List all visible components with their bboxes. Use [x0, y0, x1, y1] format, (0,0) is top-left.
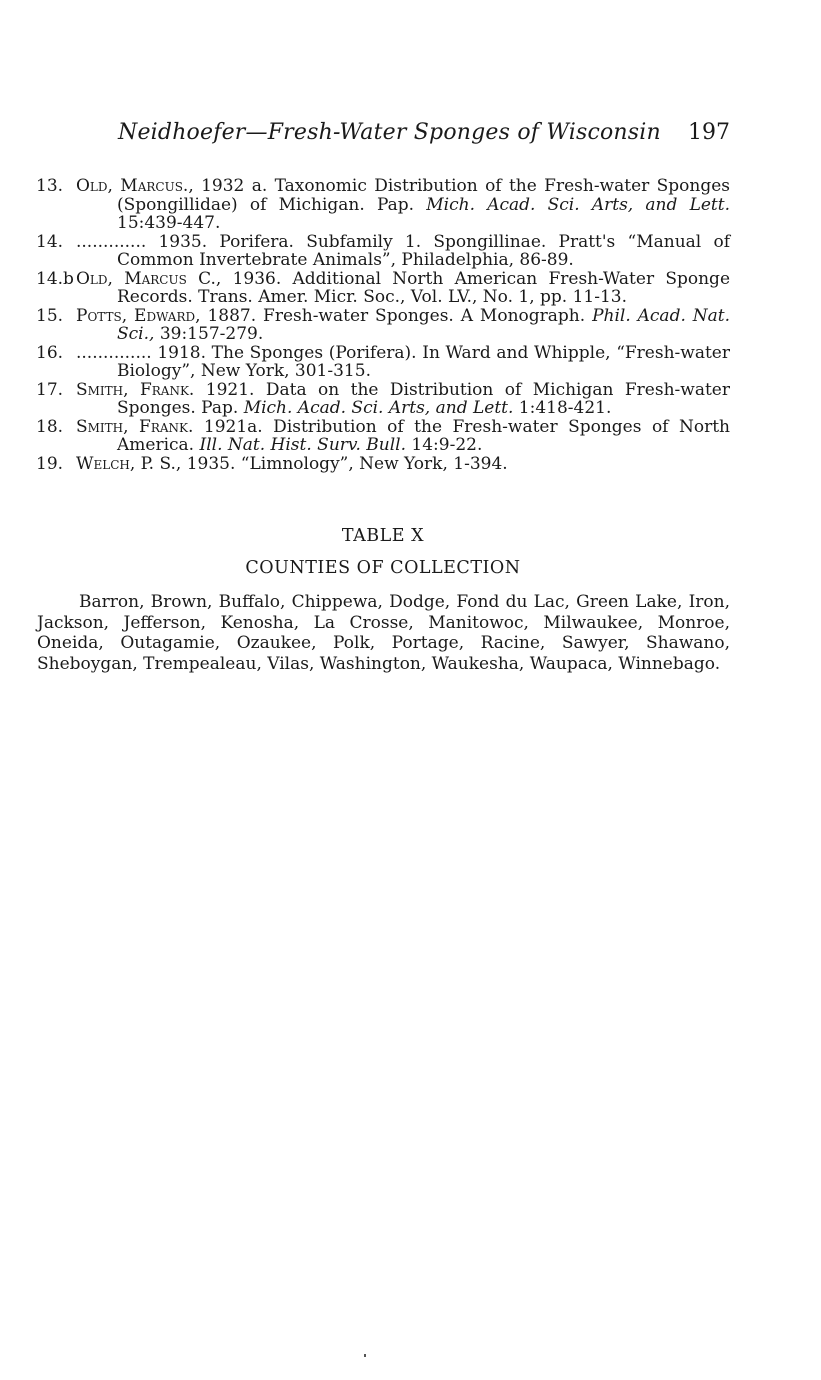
reference-text: 1935. “Limnology”, New York, 1-394. — [181, 453, 508, 474]
reference-number: 16. — [36, 342, 64, 363]
table-title: COUNTIES OF COLLECTION — [245, 558, 521, 578]
table-label: TABLE X — [341, 526, 425, 546]
reference-number: 14. — [36, 231, 64, 252]
reference-author: Potts, Edward, — [76, 305, 201, 326]
print-speck — [364, 1354, 366, 1357]
reference-author: Smith, Frank. — [76, 379, 195, 400]
reference-16 — [36, 344, 730, 381]
reference-text: 1921. Data on the Distribution of Michigan Fresh-water Sponges. Pap. — [117, 379, 730, 418]
counties-paragraph: Barron, Brown, Buffalo, Chippewa, Dodge, Fond du Lac, Green Lake, Iron, Jackson, Jefferson, Kenosha, La Crosse, Manitowoc, Milwaukee, Monroe, Oneida, Outagamie, Ozaukee, Polk, Portage, Racine, Sawyer, Shawano, Sheboygan, Trempealeau, Vilas, Washington, Waukesha, Waupaca, Winnebago. — [37, 592, 730, 674]
reference-17 — [36, 381, 730, 418]
reference-number: 13. — [36, 176, 64, 196]
reference-pages: 39:157-279. — [154, 324, 264, 344]
reference-journal: Ill. Nat. Hist. Surv. Bull. — [199, 435, 407, 455]
reference-19 — [36, 455, 730, 474]
reference-text: 1887. Fresh-water Sponges. A Monograph. — [200, 305, 593, 326]
reference-number: 19. — [36, 453, 64, 474]
reference-number: 17. — [36, 379, 64, 400]
reference-number: 15. — [36, 305, 64, 326]
reference-author: Smith, Frank. — [76, 416, 194, 437]
reference-number: 14.b — [36, 268, 74, 289]
reference-author: Welch, P. S., — [76, 453, 182, 474]
reference-number: 18. — [36, 416, 64, 437]
page-number: 197 — [688, 120, 730, 145]
reference-14b — [36, 270, 730, 307]
reference-text: 1921a. Distribution of the Fresh-water Sponges of North America. — [117, 416, 730, 455]
reference-18 — [36, 418, 730, 455]
reference-journal: Phil. Acad. Nat. Sci., — [117, 305, 731, 344]
reference-pages: 15:439-447. — [117, 213, 221, 233]
reference-list — [36, 177, 730, 473]
running-head-title: Neidhoefer—Fresh-Water Sponges of Wisconsin — [118, 120, 661, 145]
reference-author: Old, Marcus C., — [76, 268, 222, 289]
running-head — [118, 120, 730, 150]
reference-journal: Mich. Acad. Sci. Arts, and Lett. — [243, 398, 514, 418]
reference-text: 1932 a. Taxonomic Distribution of the Fresh-water Sponges (Spongillidae) of Michigan. Pap. — [117, 176, 731, 215]
reference-pages: 1:418-421. — [513, 398, 612, 418]
reference-journal: Mich. Acad. Sci. Arts, and Lett. — [426, 194, 730, 215]
reference-pages: 14:9-22. — [406, 435, 483, 455]
reference-text: .............. 1918. The Sponges (Porifera). In Ward and Whipple, “Fresh-water Biology”, New York, 301-315. — [76, 342, 730, 381]
reference-14 — [36, 233, 730, 270]
reference-text: 1936. Additional North American Fresh-Water Sponge Records. Trans. Amer. Micr. Soc., Vol. LV., No. 1, pp. 11-13. — [117, 268, 731, 307]
reference-author: Old, Marcus., — [76, 176, 194, 196]
reference-text: ............. 1935. Porifera. Subfamily 1. Spongillinae. Pratt's “Manual of Common Invertebrate Animals”, Philadelphia, 86-89. — [76, 231, 730, 270]
reference-15 — [36, 307, 730, 344]
reference-13 — [36, 177, 730, 233]
